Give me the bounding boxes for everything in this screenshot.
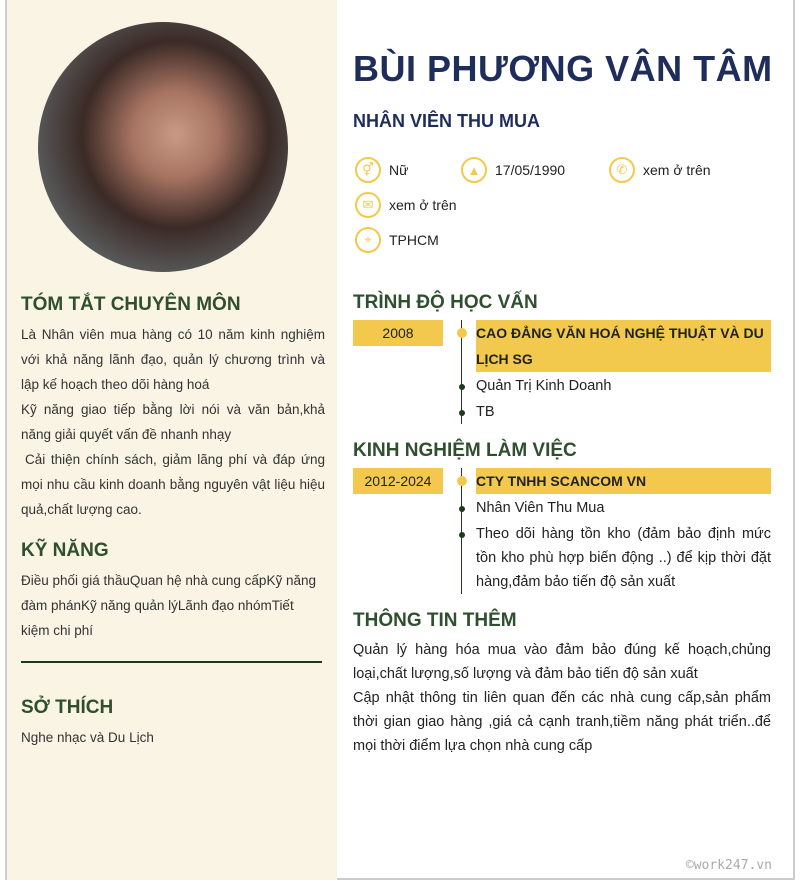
- cake-icon: ▲: [461, 157, 487, 183]
- education-grade: TB: [476, 404, 495, 420]
- summary-line: Cải thiện chính sách, giảm lãng phí và đáp ứng mọi nhu cầu kinh doanh bằng nguyên vật liệu hiệu quả,chất lượng cao.: [21, 452, 325, 517]
- info-gender: [355, 157, 408, 183]
- birthday-value: 17/05/1990: [495, 162, 566, 178]
- phone-icon: ✆: [609, 157, 635, 183]
- education-timeline: [353, 320, 771, 424]
- info-email: [355, 192, 457, 218]
- hobbies-title: SỞ THÍCH: [21, 697, 114, 718]
- education-date: 2008: [353, 320, 443, 346]
- bullet: [459, 410, 465, 416]
- experience-position: Nhân Viên Thu Mua: [476, 500, 605, 516]
- education-title: TRÌNH ĐỘ HỌC VẤN: [353, 292, 538, 313]
- profile-photo: [38, 22, 288, 272]
- summary-line: Là Nhân viên mua hàng có 10 năm kinh nghiệm với khả năng lãnh đạo, quản lý chương trình và lập kế hoạch theo dõi hàng hoá: [21, 327, 325, 392]
- experience-desc: Theo dõi hàng tồn kho (đảm bảo định mức tồn kho phù hợp biến động ..) để kịp thời đặt hàng,đảm bảo tiến độ sản xuất: [476, 526, 771, 590]
- divider: [21, 661, 322, 663]
- timeline-dot: [457, 328, 467, 338]
- education-major: Quản Trị Kinh Doanh: [476, 378, 612, 394]
- experience-title: KINH NGHIỆM LÀM VIỆC: [353, 440, 577, 461]
- watermark: ©work247.vn: [685, 858, 772, 873]
- experience-date: 2012-2024: [353, 468, 443, 494]
- bullet: [459, 532, 465, 538]
- additional-line: Quản lý hàng hóa mua vào đảm bảo đúng kế hoạch,chủng loại,chất lượng,số lượng và đảm bảo tiến độ sản xuất: [353, 642, 771, 682]
- info-address: [355, 227, 439, 253]
- skills-text: Điều phối giá thầuQuan hệ nhà cung cấpKỹ năng đàm phánKỹ năng quản lýLãnh đạo nhómTiết kiệm chi phí: [21, 573, 316, 638]
- timeline-dot: [457, 476, 467, 486]
- experience-timeline: [353, 468, 771, 594]
- info-birthday: [461, 157, 565, 183]
- summary-line: Kỹ năng giao tiếp bằng lời nói và văn bản,khả năng giải quyết vấn đề nhanh nhạy: [21, 402, 325, 442]
- bullet: [459, 384, 465, 390]
- bullet: [459, 506, 465, 512]
- map-pin-icon: ⌖: [355, 227, 381, 253]
- phone-value: xem ở trên: [643, 162, 711, 178]
- additional-title: THÔNG TIN THÊM: [353, 610, 517, 631]
- sidebar-content: [21, 292, 325, 750]
- additional-text: [353, 638, 771, 758]
- additional-line: Cập nhật thông tin liên quan đến các nhà cung cấp,sản phẩm thời gian giao hàng ,giá cả cạnh tranh,tiềm năng phát triển..để mọi thời điểm lựa chọn nhà cung cấp: [353, 690, 771, 754]
- education-school: CAO ĐẲNG VĂN HOÁ NGHỆ THUẬT VÀ DU LỊCH SG: [476, 320, 771, 372]
- main-content: [353, 290, 771, 758]
- skills-title: KỸ NĂNG: [21, 540, 109, 561]
- email-value: xem ở trên: [389, 197, 457, 213]
- timeline-line: [461, 468, 462, 594]
- candidate-name: BÙI PHƯƠNG VÂN TÂM: [353, 48, 773, 89]
- gender-value: Nữ: [389, 162, 409, 178]
- experience-company: CTY TNHH SCANCOM VN: [476, 468, 771, 494]
- hobbies-text: Nghe nhạc và Du Lịch: [21, 730, 154, 745]
- info-phone: [609, 157, 711, 183]
- candidate-role: NHÂN VIÊN THU MUA: [353, 111, 540, 131]
- address-value: TPHCM: [389, 232, 439, 248]
- summary-text: [21, 322, 325, 522]
- summary-title: TÓM TẮT CHUYÊN MÔN: [21, 294, 241, 315]
- gender-icon: ⚥: [355, 157, 381, 183]
- email-icon: ✉: [355, 192, 381, 218]
